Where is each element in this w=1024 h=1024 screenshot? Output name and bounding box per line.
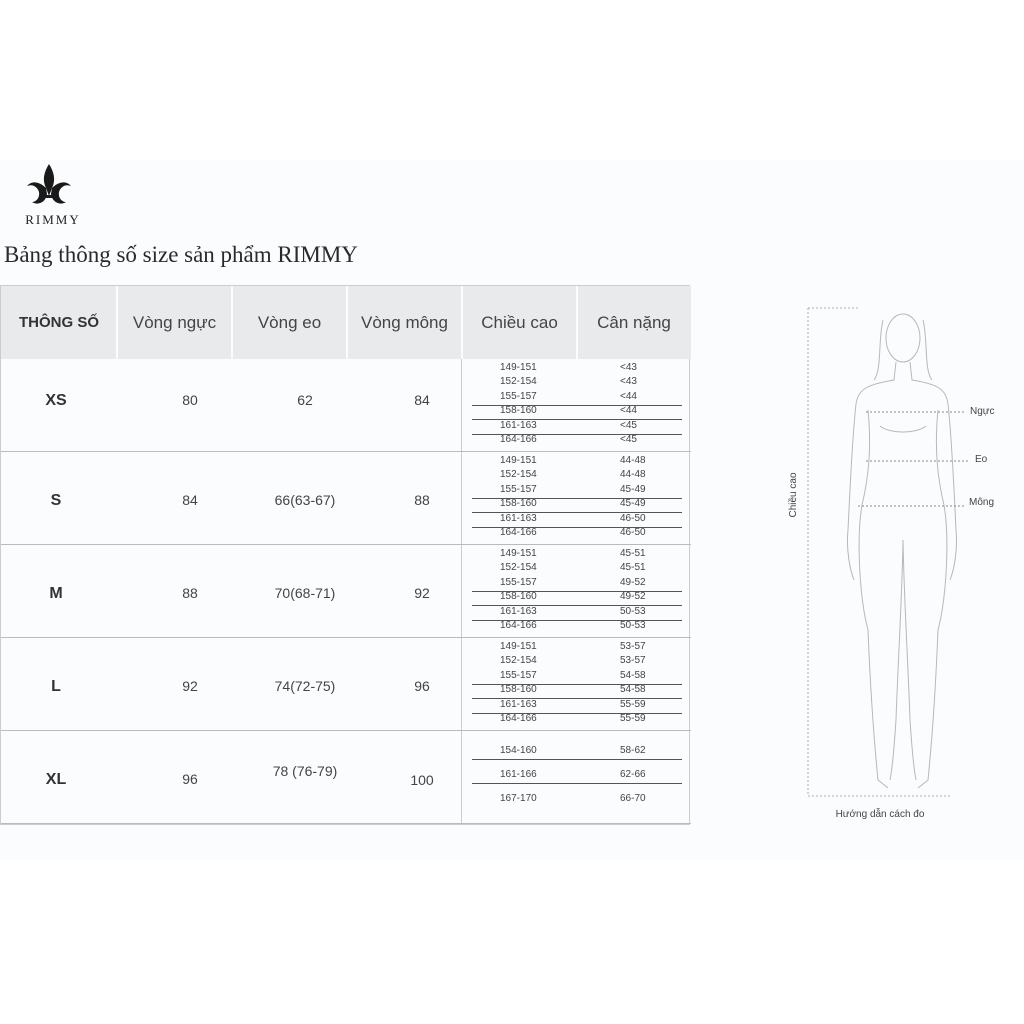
waist-cell: 66(63-67) xyxy=(274,492,336,508)
subtable-row xyxy=(472,684,682,699)
measurement-figure xyxy=(770,300,1010,830)
height-range: 161-163 xyxy=(500,512,537,524)
height-weight-subtable xyxy=(461,638,692,730)
header-separator xyxy=(116,286,118,359)
subtable-row xyxy=(472,745,682,760)
height-weight-subtable xyxy=(461,731,692,823)
waist-label: Eo xyxy=(975,454,988,465)
height-range: 155-157 xyxy=(500,669,537,681)
subtable-row xyxy=(472,641,682,655)
weight-range: <44 xyxy=(620,405,637,417)
header-separator xyxy=(231,286,233,359)
page-title: Bảng thông số size sản phẩm RIMMY xyxy=(4,242,358,267)
subtable-row xyxy=(472,591,682,606)
table-row xyxy=(1,545,691,638)
height-range: 164-166 xyxy=(500,620,537,631)
weight-range: 45-51 xyxy=(620,562,646,574)
size-label: M xyxy=(49,585,63,602)
subtable-row xyxy=(472,484,682,499)
height-range: 152-154 xyxy=(500,655,537,667)
subtable-row xyxy=(472,670,682,685)
subtable-row xyxy=(472,620,682,634)
weight-range: 45-49 xyxy=(620,498,646,510)
chest-cell: 92 xyxy=(182,678,198,694)
subtable-row xyxy=(472,577,682,592)
subtable-row xyxy=(472,793,682,807)
chest-cell: 96 xyxy=(182,771,198,787)
height-weight-subtable xyxy=(461,452,692,544)
table-row xyxy=(1,638,691,731)
height-range: 164-166 xyxy=(500,434,537,445)
weight-range: 54-58 xyxy=(620,669,646,681)
header-separator xyxy=(346,286,348,359)
column-header: Vòng mông xyxy=(361,313,448,332)
subtable-row xyxy=(472,562,682,576)
size-label: XS xyxy=(45,392,67,409)
header-separator xyxy=(461,286,463,359)
weight-range: 45-49 xyxy=(620,483,646,495)
hip-cell: 96 xyxy=(414,678,430,694)
height-range: 154-160 xyxy=(500,745,537,756)
table-row xyxy=(1,731,691,824)
height-range: 152-154 xyxy=(500,376,537,388)
table-header xyxy=(1,286,691,359)
chest-label: Ngực xyxy=(970,406,995,417)
height-guide xyxy=(808,308,950,796)
weight-range: 44-48 xyxy=(620,469,646,481)
subtable-row xyxy=(472,655,682,669)
height-range: 161-163 xyxy=(500,698,537,710)
height-range: 161-163 xyxy=(500,605,537,617)
header-separator xyxy=(576,286,578,359)
weight-range: 46-50 xyxy=(620,512,646,524)
hip-cell: 92 xyxy=(414,585,430,601)
height-range: 158-160 xyxy=(500,684,537,696)
subtable-row xyxy=(472,362,682,376)
height-range: 152-154 xyxy=(500,562,537,574)
subtable-row xyxy=(472,527,682,541)
height-range: 152-154 xyxy=(500,469,537,481)
weight-range: 46-50 xyxy=(620,527,646,538)
subtable-row xyxy=(472,606,682,621)
height-range: 161-166 xyxy=(500,769,537,780)
body-outline xyxy=(847,314,956,788)
subtable-row xyxy=(472,391,682,406)
column-header: Cân nặng xyxy=(597,313,671,332)
column-header: Vòng ngực xyxy=(132,313,217,332)
hip-cell: 100 xyxy=(410,772,434,788)
weight-range: <45 xyxy=(620,434,637,445)
height-range: 155-157 xyxy=(500,483,537,495)
subtable-row xyxy=(472,548,682,562)
weight-range: 53-57 xyxy=(620,655,646,667)
column-header: THÔNG SỐ xyxy=(18,314,99,331)
waist-cell: 78 (76-79) xyxy=(272,763,338,779)
height-range: 158-160 xyxy=(500,405,537,417)
height-range: 149-151 xyxy=(500,548,537,559)
subtable-row xyxy=(472,699,682,714)
weight-range: 45-51 xyxy=(620,548,646,559)
height-range: 149-151 xyxy=(500,641,537,652)
weight-range: 53-57 xyxy=(620,641,646,652)
waist-cell: 62 xyxy=(297,392,313,408)
hip-cell: 84 xyxy=(414,392,430,408)
subtable-row xyxy=(472,469,682,483)
height-range: 167-170 xyxy=(500,793,537,804)
table-row xyxy=(1,452,691,545)
weight-range: <45 xyxy=(620,419,637,431)
weight-range: 62-66 xyxy=(620,769,646,780)
weight-range: 66-70 xyxy=(620,793,646,804)
chest-cell: 80 xyxy=(182,392,198,408)
subtable-row xyxy=(472,405,682,420)
weight-range: 58-62 xyxy=(620,745,646,756)
height-range: 155-157 xyxy=(500,576,537,588)
height-range: 155-157 xyxy=(500,390,537,402)
table-row xyxy=(1,359,691,452)
subtable-row xyxy=(472,420,682,435)
chest-cell: 84 xyxy=(182,492,198,508)
weight-range: 54-58 xyxy=(620,684,646,696)
weight-range: 55-59 xyxy=(620,713,646,724)
height-range: 164-166 xyxy=(500,527,537,538)
weight-range: <43 xyxy=(620,362,637,373)
height-range: 149-151 xyxy=(500,362,537,373)
subtable-row xyxy=(472,434,682,448)
height-weight-subtable xyxy=(461,545,692,637)
column-header: Chiều cao xyxy=(481,313,558,332)
size-label: XL xyxy=(45,771,67,788)
brand-logo xyxy=(14,160,84,230)
weight-range: 55-59 xyxy=(620,698,646,710)
waist-cell: 74(72-75) xyxy=(274,678,336,694)
size-label: S xyxy=(50,492,62,509)
hip-label: Mông xyxy=(969,497,995,508)
size-label: L xyxy=(51,678,61,695)
weight-range: 49-52 xyxy=(620,576,646,588)
chest-cell: 88 xyxy=(182,585,198,601)
column-header: Vòng eo xyxy=(257,313,322,332)
height-range: 158-160 xyxy=(500,591,537,603)
height-label: Chiều cao xyxy=(788,472,799,518)
fleur-icon xyxy=(24,162,74,212)
subtable-row xyxy=(472,376,682,390)
hip-cell: 88 xyxy=(414,492,430,508)
weight-range: <44 xyxy=(620,390,637,402)
weight-range: 50-53 xyxy=(620,605,646,617)
figure-caption: Hướng dẫn cách đo xyxy=(835,809,925,820)
height-range: 164-166 xyxy=(500,713,537,724)
weight-range: 49-52 xyxy=(620,591,646,603)
subtable-row xyxy=(472,713,682,727)
subtable-row xyxy=(472,513,682,528)
weight-range: <43 xyxy=(620,376,637,388)
brand-name: RIMMY xyxy=(25,212,81,227)
measure-lines xyxy=(858,412,970,506)
height-range: 158-160 xyxy=(500,498,537,510)
subtable-row xyxy=(472,498,682,513)
height-range: 161-163 xyxy=(500,419,537,431)
height-weight-subtable xyxy=(461,359,692,451)
subtable-row xyxy=(472,455,682,469)
subtable-row xyxy=(472,769,682,784)
waist-cell: 70(68-71) xyxy=(274,585,336,601)
height-range: 149-151 xyxy=(500,455,537,466)
size-table xyxy=(0,285,690,825)
weight-range: 50-53 xyxy=(620,620,646,631)
weight-range: 44-48 xyxy=(620,455,646,466)
